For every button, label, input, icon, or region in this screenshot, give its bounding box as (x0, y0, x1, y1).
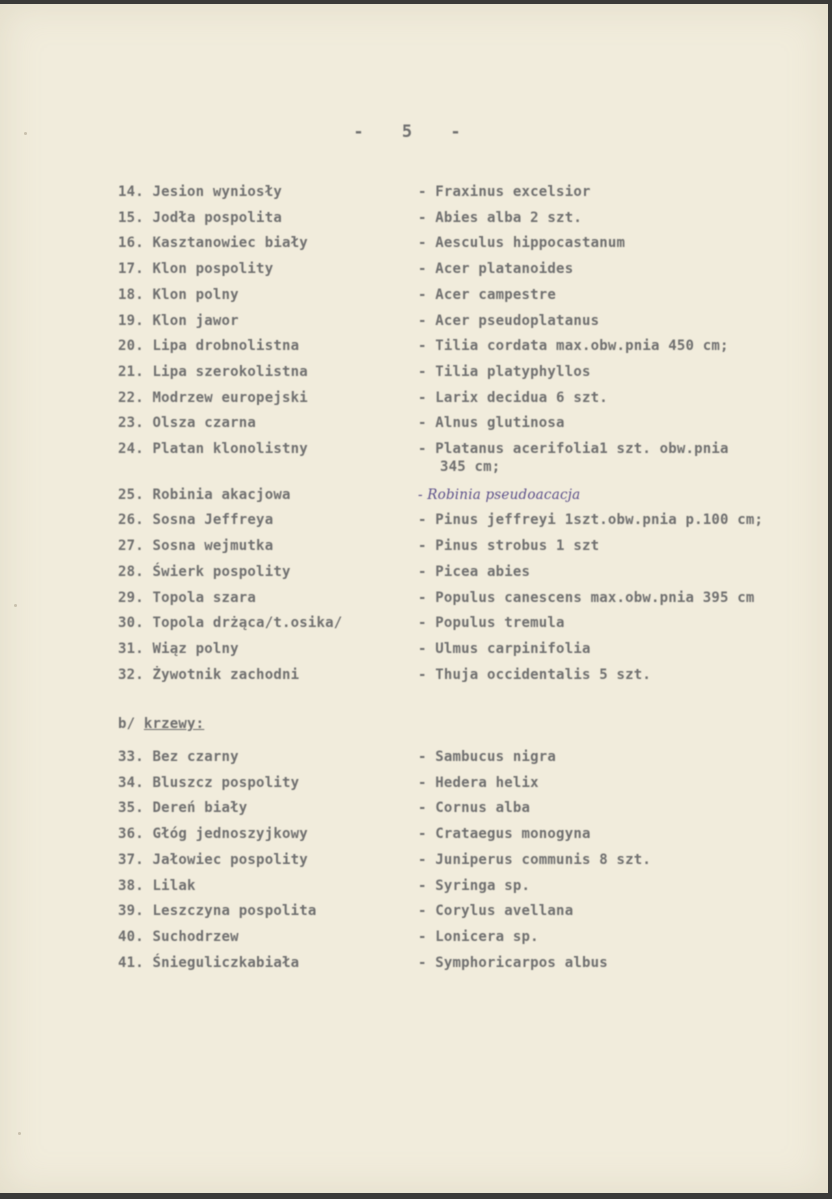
latin-name: - Acer pseudoplatanus (418, 312, 600, 329)
polish-name: 38. Lilak (118, 877, 196, 894)
latin-name: - Acer campestre (418, 286, 557, 303)
polish-name: 29. Topola szara (118, 589, 257, 606)
polish-name: 41. Śnieguliczkabiała (118, 954, 300, 971)
polish-name: 27. Sosna wejmutka (118, 538, 274, 555)
latin-name: - Populus tremula (418, 615, 565, 632)
latin-name: - Crataegus monogyna (418, 826, 591, 843)
paper-speck (24, 132, 27, 135)
polish-name: 30. Topola drżąca/t.osika/ (118, 615, 343, 632)
polish-name: 37. Jałowiec pospolity (118, 851, 308, 868)
polish-name: 32. Żywotnik zachodni (118, 666, 300, 683)
latin-name: - Fraxinus excelsior (418, 184, 591, 200)
polish-name: 26. Sosna Jeffreya (118, 512, 274, 529)
latin-name: - Sambucus nigra (418, 749, 557, 765)
section-prefix: b/ (118, 716, 136, 732)
paper-speck (18, 1132, 21, 1135)
polish-name: 39. Leszczyna pospolita (118, 903, 317, 920)
polish-name: 40. Suchodrzew (118, 928, 239, 945)
latin-name: - Juniperus communis 8 szt. (418, 851, 651, 868)
polish-name: 35. Dereń biały (118, 800, 248, 817)
polish-name: 23. Olsza czarna (118, 415, 257, 432)
polish-name: 22. Modrzew europejski (118, 389, 308, 406)
polish-name: 25. Robinia akacjowa (118, 486, 291, 503)
latin-name: - Tilia platyphyllos (418, 363, 591, 380)
polish-name: 33. Bez czarny (118, 749, 239, 765)
page-number: - 5 - (353, 122, 475, 142)
latin-name: - Syringa sp. (418, 877, 531, 894)
latin-name: - Pinus jeffreyi 1szt.obw.pnia p.100 cm; (418, 512, 764, 529)
latin-name: - Larix decidua 6 szt. (418, 389, 608, 406)
latin-name: - Hedera helix (418, 774, 539, 791)
latin-name: - Tilia cordata max.obw.pnia 450 cm; (418, 338, 729, 355)
latin-name: - Aesculus hippocastanum (418, 235, 626, 252)
polish-name: 19. Klon jawor (118, 312, 239, 329)
polish-name: 17. Klon pospolity (118, 261, 274, 278)
handwritten-latin-name: - Robinia pseudoacacja (418, 486, 581, 503)
polish-name: 31. Wiąz polny (118, 640, 239, 657)
polish-name: 16. Kasztanowiec biały (118, 235, 308, 252)
polish-name: 34. Bluszcz pospolity (118, 774, 300, 791)
polish-name: 28. Świerk pospolity (118, 563, 291, 580)
latin-name: - Platanus acerifolia1 szt. obw.pnia (418, 441, 729, 457)
latin-name: - Acer platanoides (418, 261, 574, 278)
polish-name: 24. Platan klonolistny (118, 441, 308, 457)
polish-name: 21. Lipa szerokolistna (118, 363, 308, 380)
polish-name: 18. Klon polny (118, 286, 239, 303)
polish-name: 20. Lipa drobnolistna (118, 338, 300, 355)
latin-name: - Corylus avellana (418, 903, 574, 920)
paper-speck (14, 604, 17, 607)
latin-name: - Lonicera sp. (418, 928, 539, 945)
section-title: krzewy: (143, 716, 205, 732)
polish-name: 14. Jesion wyniosły (118, 184, 282, 200)
latin-name: - Pinus strobus 1 szt (418, 538, 600, 555)
latin-name: - Thuja occidentalis 5 szt. (418, 666, 651, 683)
latin-name: - Ulmus carpinifolia (418, 640, 591, 657)
polish-name: 15. Jodła pospolita (118, 209, 282, 226)
latin-name: - Populus canescens max.obw.pnia 395 cm (418, 589, 755, 606)
latin-name-continued: 345 cm; (440, 459, 501, 475)
latin-name: - Symphoricarpos albus (418, 954, 608, 971)
latin-name: - Abies alba 2 szt. (418, 209, 582, 226)
document-page (0, 4, 828, 1193)
section-heading (118, 716, 204, 732)
latin-name: - Picea abies (418, 563, 531, 580)
polish-name: 36. Głóg jednoszyjkowy (118, 826, 308, 843)
latin-name: - Cornus alba (418, 800, 531, 817)
latin-name: - Alnus glutinosa (418, 415, 565, 432)
